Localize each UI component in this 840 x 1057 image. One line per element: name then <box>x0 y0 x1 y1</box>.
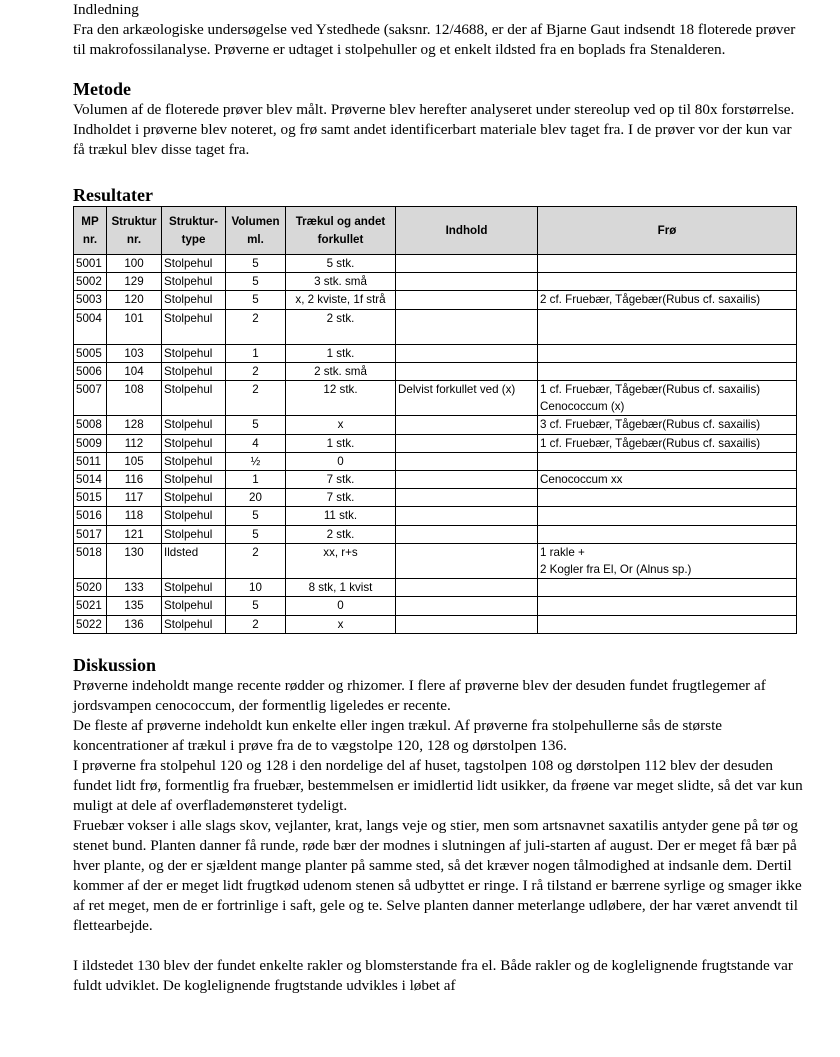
cell-traekul <box>286 255 396 273</box>
cell-froe-text: 1 cf. Fruebær, Tågebær(Rubus cf. saxailis) <box>540 383 761 397</box>
cell-volumen-text: 5 <box>252 257 259 270</box>
cell-mp-text: 5020 <box>76 581 102 595</box>
cell-froe <box>538 471 797 489</box>
cell-struktur-text: 130 <box>124 545 144 559</box>
cell-volumen-text: 1 <box>252 473 259 487</box>
cell-volumen-text: 5 <box>252 418 259 432</box>
section-resultater <box>73 184 803 634</box>
cell-type-text: Stolpehul <box>164 527 213 541</box>
cell-traekul <box>286 291 396 309</box>
cell-struktur-text: 118 <box>124 509 144 523</box>
cell-traekul <box>286 597 396 615</box>
table-row <box>74 309 797 344</box>
cell-struktur-text: 116 <box>124 473 144 487</box>
cell-indhold <box>396 309 538 344</box>
cell-struktur <box>107 525 162 543</box>
cell-mp <box>74 291 107 309</box>
cell-mp-text: 5005 <box>76 346 102 360</box>
cell-struktur <box>107 434 162 452</box>
table-row <box>74 362 797 380</box>
intro-paragraph: Fra den arkæologiske undersøgelse ved Ystedhede (saksnr. 12/4688, er der af Bjarne Gaut indsendt 18 floterede prøver til makrofossilanalyse. Prøverne er udtaget i stolpehuller og et enkelt ildsted fra en boplads fra Stenalderen. <box>73 21 796 58</box>
table-row <box>74 525 797 543</box>
cell-struktur-text: 117 <box>124 491 144 505</box>
cell-volumen <box>226 489 286 507</box>
table-row <box>74 416 797 434</box>
cell-froe-second-line: 2 Kogler fra El, Or (Alnus sp.) <box>540 563 692 577</box>
cell-struktur <box>107 507 162 525</box>
cell-froe <box>538 597 797 615</box>
cell-mp <box>74 543 107 578</box>
table-row <box>74 489 797 507</box>
results-table-body <box>74 255 797 634</box>
cell-type <box>162 507 226 525</box>
cell-traekul <box>286 452 396 470</box>
cell-struktur-text: 108 <box>124 383 144 397</box>
table-row <box>74 344 797 362</box>
cell-volumen <box>226 525 286 543</box>
cell-volumen <box>226 362 286 380</box>
table-row <box>74 543 797 578</box>
cell-volumen-text: 5 <box>252 509 259 523</box>
cell-mp <box>74 255 107 273</box>
cell-volumen-text: 2 <box>252 364 259 378</box>
cell-traekul <box>286 434 396 452</box>
cell-volumen-text: 5 <box>252 275 259 289</box>
cell-mp-text: 5002 <box>76 275 102 289</box>
diskussion-paragraph-2: De fleste af prøverne indeholdt kun enkelte eller ingen trækul. Af prøverne fra stolpehullerne sås de største koncentrationer af trækul i prøve fra de to vægstolpe 120, 128 og dørstolpen 136. <box>73 716 723 754</box>
cell-froe <box>538 525 797 543</box>
cell-type <box>162 471 226 489</box>
cell-type <box>162 273 226 291</box>
cell-froe <box>538 416 797 434</box>
column-header-type: Struktur-type <box>162 207 226 255</box>
cell-indhold <box>396 452 538 470</box>
cell-type-text: Stolpehul <box>164 454 213 468</box>
cell-volumen <box>226 309 286 344</box>
cell-volumen <box>226 452 286 470</box>
cell-froe <box>538 309 797 344</box>
cell-indhold <box>396 434 538 452</box>
cell-struktur <box>107 597 162 615</box>
cell-type-text: Stolpehul <box>164 418 213 432</box>
cell-mp <box>74 434 107 452</box>
section-heading-indledning: Indledning <box>73 1 139 18</box>
cell-traekul-text: 2 stk. <box>326 527 355 541</box>
section-heading-resultater: Resultater <box>73 185 153 205</box>
cell-struktur-text: 128 <box>124 418 144 432</box>
cell-froe-text: Cenococcum xx <box>540 473 623 487</box>
cell-type-text: Stolpehul <box>164 617 213 631</box>
cell-struktur <box>107 255 162 273</box>
cell-froe <box>538 291 797 309</box>
cell-struktur <box>107 273 162 291</box>
cell-struktur-text: 129 <box>124 275 144 289</box>
cell-froe-second-line: Cenococcum (x) <box>540 400 625 414</box>
cell-indhold <box>396 507 538 525</box>
cell-type <box>162 543 226 578</box>
diskussion-paragraph-4: Fruebær vokser i alle slags skov, vejlanter, krat, langs veje og stier, men som artsnavnet saxatilis antyder gene på tør og stenet bund. Planten danner få runde, røde bær der modnes i slutningen af juli-starten af august. Der er meget få bær på hver plante, og der er sjældent mange planter på samme sted, så det kræver nogen tålmodighed at indsanle dem. Dertil kommer af der er meget lidt frugtkød udenom stenen så udbyttet er ringe. I rå tilstand er bærrene syrlige og smager ikke af ret meget, men de er fortrinlige i saft, gele og te. Selve planten danner meterlange udløbere, der har været anvendt til flettearbejde. <box>73 816 802 934</box>
cell-mp-text: 5014 <box>76 473 102 487</box>
cell-volumen <box>226 579 286 597</box>
cell-indhold <box>396 273 538 291</box>
cell-froe <box>538 381 797 416</box>
cell-type <box>162 309 226 344</box>
cell-traekul <box>286 615 396 633</box>
cell-indhold <box>396 525 538 543</box>
cell-mp-text: 5015 <box>76 491 102 505</box>
cell-mp <box>74 309 107 344</box>
diskussion-paragraph-5: I ildstedet 130 blev der fundet enkelte rakler og blomsterstande fra el. Både rakler og de koglelignende frugtstande var fuldt udviklet. De koglelignende frugtstande udvikles i løbet af <box>73 956 793 994</box>
table-row <box>74 381 797 416</box>
cell-traekul <box>286 507 396 525</box>
cell-type-text: Stolpehul <box>164 383 213 397</box>
cell-traekul <box>286 489 396 507</box>
cell-traekul <box>286 362 396 380</box>
cell-type <box>162 597 226 615</box>
cell-indhold <box>396 362 538 380</box>
cell-mp <box>74 381 107 416</box>
cell-type-text: Stolpehul <box>164 509 213 523</box>
section-diskussion <box>73 654 803 996</box>
cell-traekul-text: xx, r+s <box>323 545 358 559</box>
cell-struktur-text: 133 <box>124 581 144 595</box>
cell-type <box>162 452 226 470</box>
cell-type-text: Stolpehul <box>164 473 213 487</box>
column-header-volumen: Volumen ml. <box>226 207 286 255</box>
cell-traekul <box>286 344 396 362</box>
cell-type-text: Stolpehul <box>164 346 213 360</box>
cell-struktur-text: 105 <box>124 454 144 468</box>
column-header-struktur: Struktur nr. <box>107 207 162 255</box>
cell-volumen-text: 2 <box>252 617 259 631</box>
cell-froe <box>538 255 797 273</box>
cell-indhold <box>396 381 538 416</box>
cell-volumen-text: 4 <box>252 436 259 450</box>
table-row <box>74 615 797 633</box>
cell-type <box>162 579 226 597</box>
cell-struktur-text: 103 <box>124 346 144 360</box>
cell-volumen <box>226 507 286 525</box>
cell-struktur <box>107 362 162 380</box>
cell-volumen-text: 5 <box>252 599 259 613</box>
cell-froe-text: 1 rakle + <box>540 545 585 559</box>
cell-traekul-text: 0 <box>337 599 344 613</box>
cell-froe <box>538 543 797 578</box>
cell-struktur <box>107 615 162 633</box>
cell-traekul <box>286 416 396 434</box>
cell-type-text: Stolpehul <box>164 599 213 613</box>
cell-traekul-text: 0 <box>337 454 344 468</box>
cell-volumen-text: 2 <box>252 545 259 559</box>
cell-type-text: Stolpehul <box>164 311 213 325</box>
cell-mp-text: 5011 <box>76 454 101 468</box>
cell-traekul-text: x <box>337 418 344 432</box>
cell-traekul <box>286 471 396 489</box>
table-row <box>74 579 797 597</box>
table-row <box>74 597 797 615</box>
cell-indhold <box>396 291 538 309</box>
cell-type-text: Stolpehul <box>164 275 213 289</box>
cell-volumen <box>226 381 286 416</box>
section-metode <box>73 78 803 160</box>
cell-froe <box>538 489 797 507</box>
cell-volumen-text: 2 <box>252 311 259 325</box>
section-heading-diskussion: Diskussion <box>73 654 157 675</box>
cell-mp-text: 5006 <box>76 364 102 378</box>
cell-traekul <box>286 579 396 597</box>
cell-type <box>162 489 226 507</box>
cell-froe <box>538 507 797 525</box>
table-row <box>74 434 797 452</box>
cell-mp <box>74 344 107 362</box>
cell-volumen-text: 2 <box>252 383 259 397</box>
cell-indhold <box>396 489 538 507</box>
cell-froe <box>538 344 797 362</box>
cell-froe <box>538 434 797 452</box>
column-header-indhold: Indhold <box>396 207 538 255</box>
section-heading-metode: Metode <box>73 79 131 99</box>
cell-struktur-text: 104 <box>124 364 144 378</box>
column-header-mp: MP nr. <box>74 207 107 255</box>
cell-struktur <box>107 291 162 309</box>
cell-froe <box>538 362 797 380</box>
cell-type <box>162 525 226 543</box>
cell-indhold-text: Delvist forkullet ved (x) <box>398 383 516 397</box>
cell-volumen <box>226 597 286 615</box>
cell-indhold <box>396 471 538 489</box>
cell-mp-text: 5018 <box>76 545 102 559</box>
cell-traekul-text: 7 stk. <box>326 491 355 505</box>
cell-type-text: Stolpehul <box>164 364 213 378</box>
metode-paragraph: Volumen af de floterede prøver blev målt. Prøverne blev herefter analyseret under stereolup ved op til 80x forstørrelse. Indholdet i prøverne blev noteret, og frø samt andet identificerbart materiale blev taget fra. I de prøver vor der kun var få trækul blev disse taget fra. <box>73 101 795 158</box>
cell-volumen <box>226 416 286 434</box>
cell-froe-text: 2 cf. Fruebær, Tågebær(Rubus cf. saxailis) <box>540 293 761 307</box>
cell-type <box>162 344 226 362</box>
cell-mp-text: 5021 <box>76 599 102 613</box>
cell-struktur-text: 120 <box>124 293 144 307</box>
cell-indhold <box>396 543 538 578</box>
cell-mp <box>74 579 107 597</box>
cell-mp <box>74 452 107 470</box>
cell-struktur <box>107 579 162 597</box>
cell-struktur <box>107 416 162 434</box>
cell-mp-text: 5001 <box>76 257 102 270</box>
cell-traekul-text: 7 stk. <box>326 473 355 487</box>
cell-traekul <box>286 381 396 416</box>
table-row <box>74 255 797 273</box>
cell-type-text: Stolpehul <box>164 581 213 595</box>
cell-type-text: Stolpehul <box>164 293 213 307</box>
cell-struktur-text: 101 <box>124 311 144 325</box>
cell-traekul <box>286 309 396 344</box>
cell-mp <box>74 416 107 434</box>
table-row <box>74 273 797 291</box>
column-header-traekul: Trækul og andet forkullet <box>286 207 396 255</box>
results-table <box>73 206 797 634</box>
diskussion-paragraph-3: I prøverne fra stolpehul 120 og 128 i den nordelige del af huset, tagstolpen 108 og dørstolpen 112 blev der desuden fundet lidt frø, formentlig fra fruebær, bestemmelsen er imidlertid lidt usikker, da frøene var meget slidte, så det var kun muligt at dele af overflademønsteret tydeligt. <box>73 756 803 814</box>
cell-type <box>162 434 226 452</box>
cell-mp-text: 5022 <box>76 617 102 631</box>
cell-traekul-text: 2 stk. små <box>314 364 367 378</box>
cell-struktur-text: 112 <box>124 436 144 450</box>
cell-type <box>162 416 226 434</box>
cell-struktur <box>107 452 162 470</box>
cell-mp <box>74 273 107 291</box>
cell-struktur-text: 136 <box>124 617 144 631</box>
table-row <box>74 471 797 489</box>
cell-traekul-text: 1 stk. <box>326 346 355 360</box>
paragraph-spacer <box>73 936 803 956</box>
cell-mp <box>74 597 107 615</box>
cell-volumen-text: 20 <box>249 491 262 505</box>
cell-volumen <box>226 471 286 489</box>
cell-traekul-text: x <box>337 617 344 631</box>
cell-traekul <box>286 543 396 578</box>
cell-froe-text: 1 cf. Fruebær, Tågebær(Rubus cf. saxailis) <box>540 436 761 450</box>
cell-froe <box>538 579 797 597</box>
cell-type-text: Stolpehul <box>164 436 213 450</box>
cell-traekul-text: 1 stk. <box>326 436 355 450</box>
cell-struktur <box>107 344 162 362</box>
cell-traekul <box>286 273 396 291</box>
cell-traekul-text: x, 2 kviste, 1f strå <box>295 293 386 307</box>
cell-froe-text: 3 cf. Fruebær, Tågebær(Rubus cf. saxailis) <box>540 418 761 432</box>
cell-struktur <box>107 471 162 489</box>
cell-mp <box>74 489 107 507</box>
table-row <box>74 507 797 525</box>
cell-mp-text: 5017 <box>76 527 102 541</box>
table-header-row <box>74 207 797 255</box>
cell-indhold <box>396 597 538 615</box>
cell-struktur <box>107 489 162 507</box>
cell-mp-text: 5009 <box>76 436 102 450</box>
diskussion-paragraph-1: Prøverne indeholdt mange recente rødder og rhizomer. I flere af prøverne blev der desuden fundet frugtlegemer af jordsvampen cenococcum, der formentlig ligeledes er recente. <box>73 676 766 714</box>
cell-traekul-text: 12 stk. <box>323 383 358 397</box>
cell-type-text: Stolpehul <box>164 257 213 270</box>
cell-traekul-text: 11 stk. <box>323 509 358 523</box>
cell-mp-text: 5007 <box>76 383 102 397</box>
cell-struktur-text: 121 <box>124 527 144 541</box>
cell-mp <box>74 471 107 489</box>
table-row <box>74 452 797 470</box>
cell-froe <box>538 452 797 470</box>
cell-mp-text: 5003 <box>76 293 102 307</box>
cell-mp-text: 5016 <box>76 509 102 523</box>
cell-volumen <box>226 434 286 452</box>
cell-traekul-text: 2 stk. <box>326 311 355 325</box>
cell-type <box>162 362 226 380</box>
cell-type-text: Ildsted <box>164 545 199 559</box>
column-header-froe: Frø <box>538 207 797 255</box>
cell-volumen <box>226 255 286 273</box>
cell-volumen <box>226 615 286 633</box>
cell-volumen-text: 5 <box>252 527 259 541</box>
cell-traekul-text: 3 stk. små <box>314 275 367 289</box>
cell-volumen <box>226 291 286 309</box>
cell-struktur-text: 100 <box>124 257 144 270</box>
cell-traekul-text: 8 stk, 1 kvist <box>308 581 373 595</box>
cell-mp-text: 5008 <box>76 418 102 432</box>
cell-type <box>162 381 226 416</box>
cell-volumen <box>226 344 286 362</box>
cell-mp <box>74 362 107 380</box>
cell-type <box>162 291 226 309</box>
cell-indhold <box>396 344 538 362</box>
cell-struktur <box>107 309 162 344</box>
cell-volumen-text: 5 <box>252 293 259 307</box>
cell-indhold <box>396 579 538 597</box>
cell-mp <box>74 525 107 543</box>
cell-indhold <box>396 416 538 434</box>
cell-struktur <box>107 381 162 416</box>
cell-traekul-text: 5 stk. <box>326 257 355 270</box>
table-row <box>74 291 797 309</box>
cell-type-text: Stolpehul <box>164 491 213 505</box>
cell-mp <box>74 507 107 525</box>
cell-traekul <box>286 525 396 543</box>
cell-froe <box>538 273 797 291</box>
cell-struktur <box>107 543 162 578</box>
cell-type <box>162 615 226 633</box>
cell-volumen-text: 1 <box>252 346 259 360</box>
cell-volumen-text: 10 <box>249 581 262 595</box>
cell-volumen-text: ½ <box>250 454 261 468</box>
cell-mp-text: 5004 <box>76 311 102 325</box>
cell-volumen <box>226 543 286 578</box>
cell-volumen <box>226 273 286 291</box>
cell-struktur-text: 135 <box>124 599 144 613</box>
cell-mp <box>74 615 107 633</box>
document-page <box>73 0 803 996</box>
cell-indhold <box>396 615 538 633</box>
cell-froe <box>538 615 797 633</box>
section-indledning <box>73 0 803 60</box>
cell-type <box>162 255 226 273</box>
cell-indhold <box>396 255 538 273</box>
